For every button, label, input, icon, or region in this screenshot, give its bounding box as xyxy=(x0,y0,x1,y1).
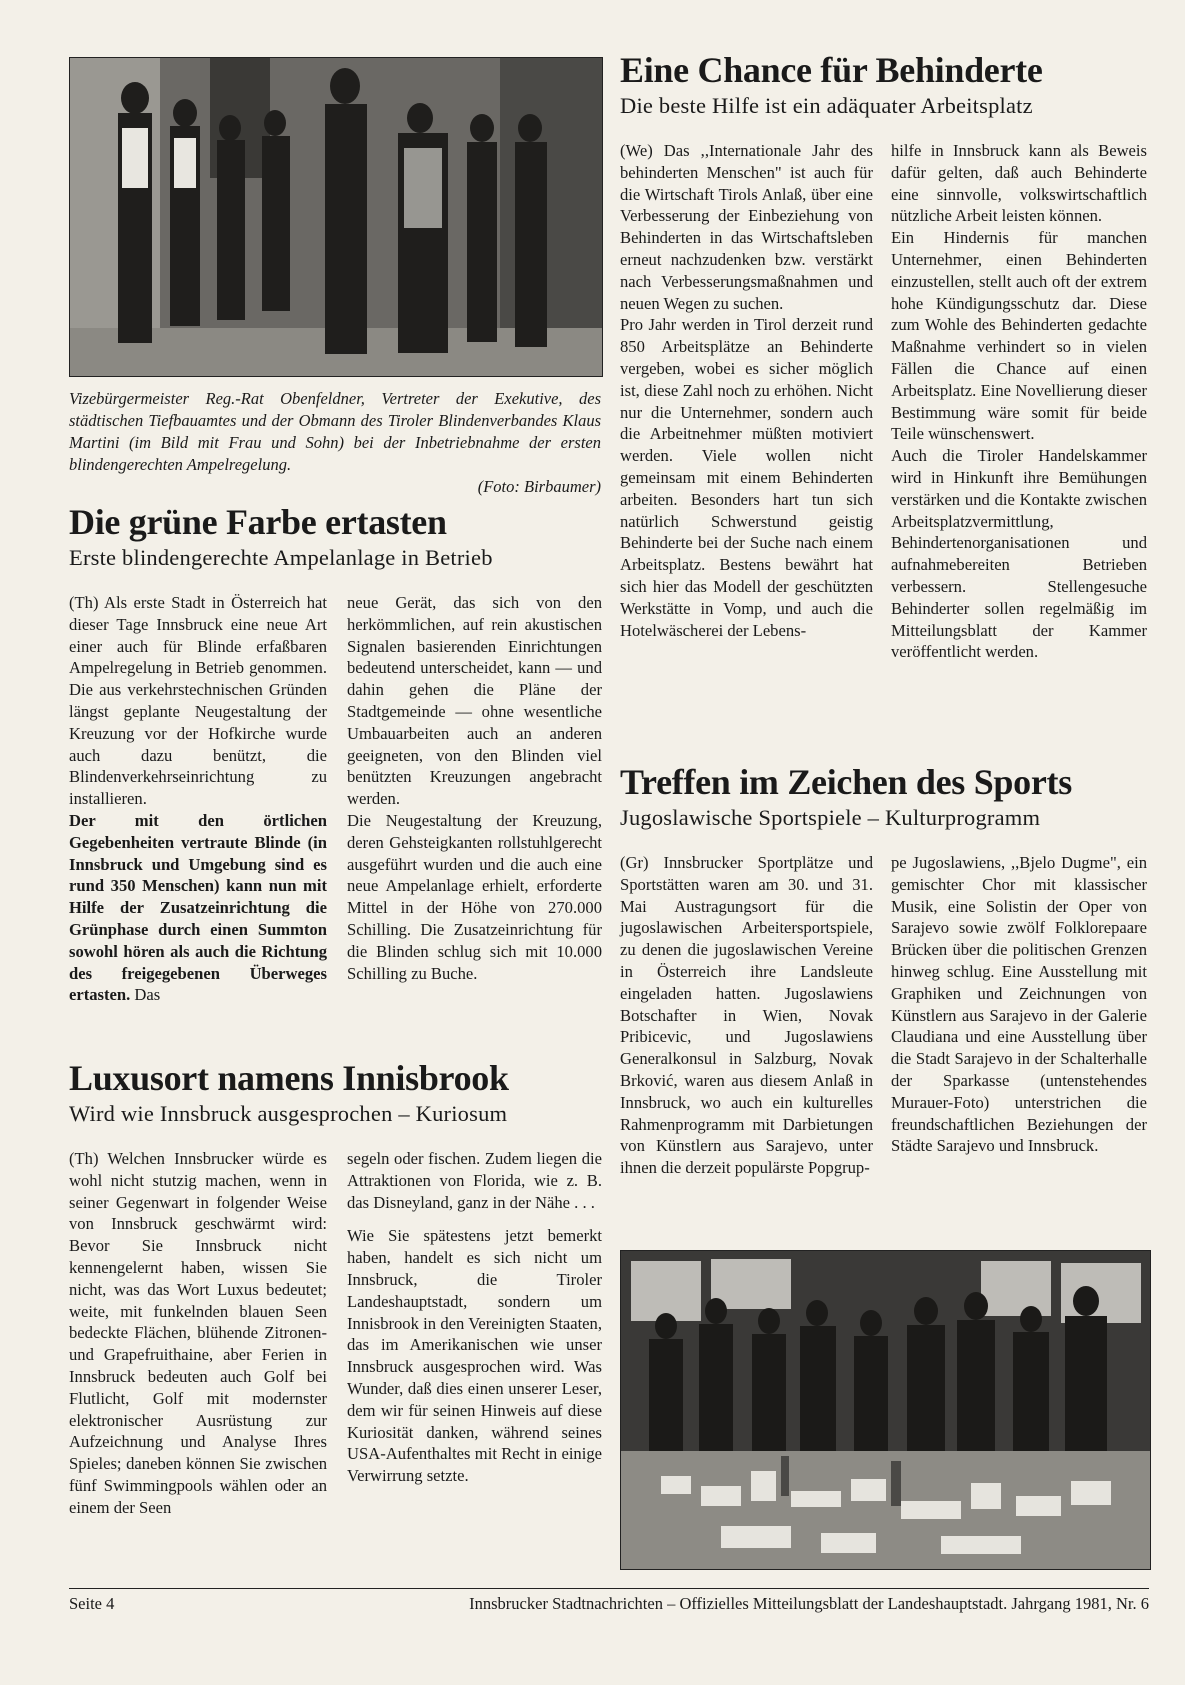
page-footer xyxy=(69,1588,1149,1614)
paragraph: Wie Sie spätestens jetzt bemerkt haben, handelt es sich nicht um Innsbruck, die Tiroler Landeshauptstadt, sondern um Innisbrook in den Vereinigten Staaten, das im Amerikanischen wie unser Innsbruck ausgesprochen wird. Was Wunder, daß dies einen unserer Leser, dem wir für seinen Hinweis auf diese Kuriosität danken, während seines USA-Aufenthaltes mit Recht in einige Verwirrung setzte. xyxy=(347,1226,602,1486)
article-luxus-col2 xyxy=(347,1148,602,1487)
subhead: Wird wie Innsbruck ausgesprochen – Kuriosum xyxy=(69,1101,508,1126)
article-luxus-col1 xyxy=(69,1148,327,1519)
article-sport xyxy=(620,762,1160,832)
paragraph: segeln oder fischen. Zudem liegen die Attraktionen von Florida, wie z. B. das Disneyland, ganz in der Nähe . . . xyxy=(347,1149,602,1212)
article-chance-col1 xyxy=(620,140,873,641)
article-farbe-col2 xyxy=(347,592,602,984)
headline: Die grüne Farbe ertasten xyxy=(69,502,447,542)
article-farbe-col1 xyxy=(69,592,327,1006)
headline: Eine Chance für Behinderte xyxy=(620,50,1043,90)
subhead: Erste blindengerechte Ampelanlage in Betrieb xyxy=(69,545,493,570)
article-farbe xyxy=(69,502,609,572)
bottom-photo xyxy=(620,1250,1151,1570)
paragraph: (Th) Als erste Stadt in Österreich hat dieser Tage Innsbruck eine neue Art einer auch für Blinde erfaßbaren Ampelregelung in Betrieb genommen. Die aus verkehrstechnischen Gründen längst geplante Neugestaltung der Kreuzung vor der Hofkirche wurde auch dazu benützt, die Blindenverkehrseinrichtung zu installieren. xyxy=(69,593,327,809)
top-photo xyxy=(69,57,603,377)
paragraph: (Th) Welchen Innsbrucker würde es wohl nicht stutzig machen, wenn in seiner Gegenwart in folgender Weise von Innsbruck geschwärmt wird: Bevor Sie Innsbruck nicht kennengelernt haben, wissen Sie nicht, was das Wort Luxus bedeutet; weite, mit funkelnden blauen Seen bedeckte Flächen, blühende Zitronen- und Grapefruithaine, aber Ferien in Innsbruck bedeuten auch Golf bei Flutlicht, Golf mit modernster elektronischer Ausrüstung zur Aufzeichnung und Analyse Ihres Spieles; daneben können Sie zwischen fünf Swimmingpools wählen oder an einem der Seen xyxy=(69,1149,327,1517)
subhead: Die beste Hilfe ist ein adäquater Arbeitsplatz xyxy=(620,93,1033,118)
paragraph-bold: Der mit den örtlichen Gegebenheiten vertraute Blinde (in Innsbruck und Umgebung sind es rund 350 Menschen) kann nun mit Hilfe der Zusatzeinrichtung die Grünphase durch einen Summton sowohl hören als auch die Richtung des freigegebenen Überweges ertasten. Das xyxy=(69,810,327,1005)
photo-credit: (Foto: Birbaumer) xyxy=(477,477,601,496)
article-sport-col1 xyxy=(620,852,873,1179)
top-photo-image xyxy=(70,58,602,376)
page-number: Seite 4 xyxy=(69,1594,115,1613)
paragraph: Die Neugestaltung der Kreuzung, deren Gehsteigkanten rollstuhlgerecht ausgeführt wurden und die auch eine neue Ampelanlage erhielt, erforderte Mittel in der Höhe von 270.000 Schilling. Die Zusatzeinrichtung für die Blinden schlug sich mit 10.000 Schilling zu Buche. xyxy=(347,810,602,983)
paragraph: Pro Jahr werden in Tirol derzeit rund 850 Arbeitsplätze an Behinderte vergeben, wobei es sicher möglich ist, diese Zahl noch zu erhöhen. Nicht nur die Unternehmer, sondern auch die Arbeitnehmer müßten motiviert werden. Viele wollen nicht gemeinsam mit einem Behinderten arbeiten. Besonders hart tun sich natürlich Schwerstund geistig Behinderte bei der Suche nach einem Arbeitsplatz. Bestens bewährt hat sich hier das Modell der geschützten Werkstätte in Vomp, und auch die Hotelwäscherei der Lebens- xyxy=(620,315,873,640)
paragraph: (We) Das ,,Internationale Jahr des behinderten Menschen" ist auch für die Wirtschaft Tirols Anlaß, über eine Verbesserung der Einbeziehung von Behinderten in das Wirtschaftsleben erneut nachzudenken bzw. verstärkt nach Verbesserungsmaßnahmen und neuen Wegen zu suchen. xyxy=(620,141,873,313)
paragraph: Ein Hindernis für manchen Unternehmer, einen Behinderten einzustellen, stellt auch oft der extrem hohe Kündigungsschutz dar. Diese zum Wohle des Behinderten gedachte Maßnahme verhindert so in vielen Fällen die Chance auf einen Arbeitsplatz. Eine Novellierung dieser Bestimmung wäre somit für beide Teile wünschenswert. xyxy=(891,228,1147,444)
paragraph: Auch die Tiroler Handelskammer wird in Hinkunft ihre Bemühungen verstärken und die Kontakte zwischen Arbeitsplatzvermittlung, Behindertenorganisationen und aufnahmebereiten Betrieben verbessern. Stellengesuche Behinderter sollen regelmäßig im Mitteilungsblatt der Kammer veröffentlicht werden. xyxy=(891,446,1147,662)
paragraph: neue Gerät, das sich von den herkömmlichen, auf rein akustischen Signalen basierenden Einrichtungen bedeutend unterscheidet, kann — und dahin gehen die Pläne der Stadtgemeinde — ohne wesentliche Umbauarbeiten auch an anderen geeigneten, von den Blinden viel benützten Kreuzungen angebracht werden. xyxy=(347,593,602,809)
caption-text: Vizebürgermeister Reg.-Rat Obenfeldner, Vertreter der Exekutive, des städtischen Tiefbauamtes und der Obmann des Tiroler Blindenverbandes Klaus Martini (im Bild mit Frau und Sohn) bei der Inbetriebnahme der ersten blindengerechten Ampelregelung. xyxy=(69,389,601,474)
headline: Luxusort namens Innisbrook xyxy=(69,1058,509,1098)
top-photo-caption xyxy=(69,388,601,498)
paragraph: (Gr) Innsbrucker Sportplätze und Sportstätten waren am 30. und 31. Mai Austragungsort für die jugoslawischen Arbeitersportspiele, zu denen die jugoslawischen Vereine in Österreich ihre Landsleute eingeladen hatten. Jugoslawiens Botschafter in Wien, Novak Pribicevic, und Jugoslawiens Generalkonsul in Salzburg, Novak Brković, waren aus diesem Anlaß in Innsbruck, wo auch ein kulturelles Rahmenprogramm mit Darbietungen von Künstlern aus Sarajevo, unter ihnen die derzeit populärste Popgrup- xyxy=(620,853,873,1178)
paragraph: hilfe in Innsbruck kann als Beweis dafür gelten, daß auch Behinderte eine sinnvolle, volkswirtschaftlich nützliche Arbeit leisten können. xyxy=(891,141,1147,226)
paragraph: pe Jugoslawiens, ,,Bjelo Dugme", ein gemischter Chor mit klassischer Musik, eine Solistin der Oper von Sarajevo sowie zwölf Folklorepaare Brücken über die politischen Grenzen hinweg schlug. Eine Ausstellung mit Graphiken und Zeichnungen von Künstlern aus Sarajevo in der Galerie Claudiana und eine Ausstellung über die Stadt Sarajevo in der Schalterhalle der Sparkasse (untenstehendes Murauer-Foto) unterstrichen die freundschaftlichen Beziehungen der Städte Sarajevo und Innsbruck. xyxy=(891,853,1147,1156)
subhead: Jugoslawische Sportspiele – Kulturprogramm xyxy=(620,805,1041,830)
article-chance xyxy=(620,50,1160,120)
publication-line: Innsbrucker Stadtnachrichten – Offizielles Mitteilungsblatt der Landeshauptstadt. Jahrgang 1981, Nr. 6 xyxy=(469,1594,1149,1613)
bottom-photo-image xyxy=(621,1251,1150,1569)
headline: Treffen im Zeichen des Sports xyxy=(620,762,1072,802)
article-chance-col2 xyxy=(891,140,1147,663)
article-sport-col2 xyxy=(891,852,1147,1157)
article-luxus xyxy=(69,1058,609,1128)
